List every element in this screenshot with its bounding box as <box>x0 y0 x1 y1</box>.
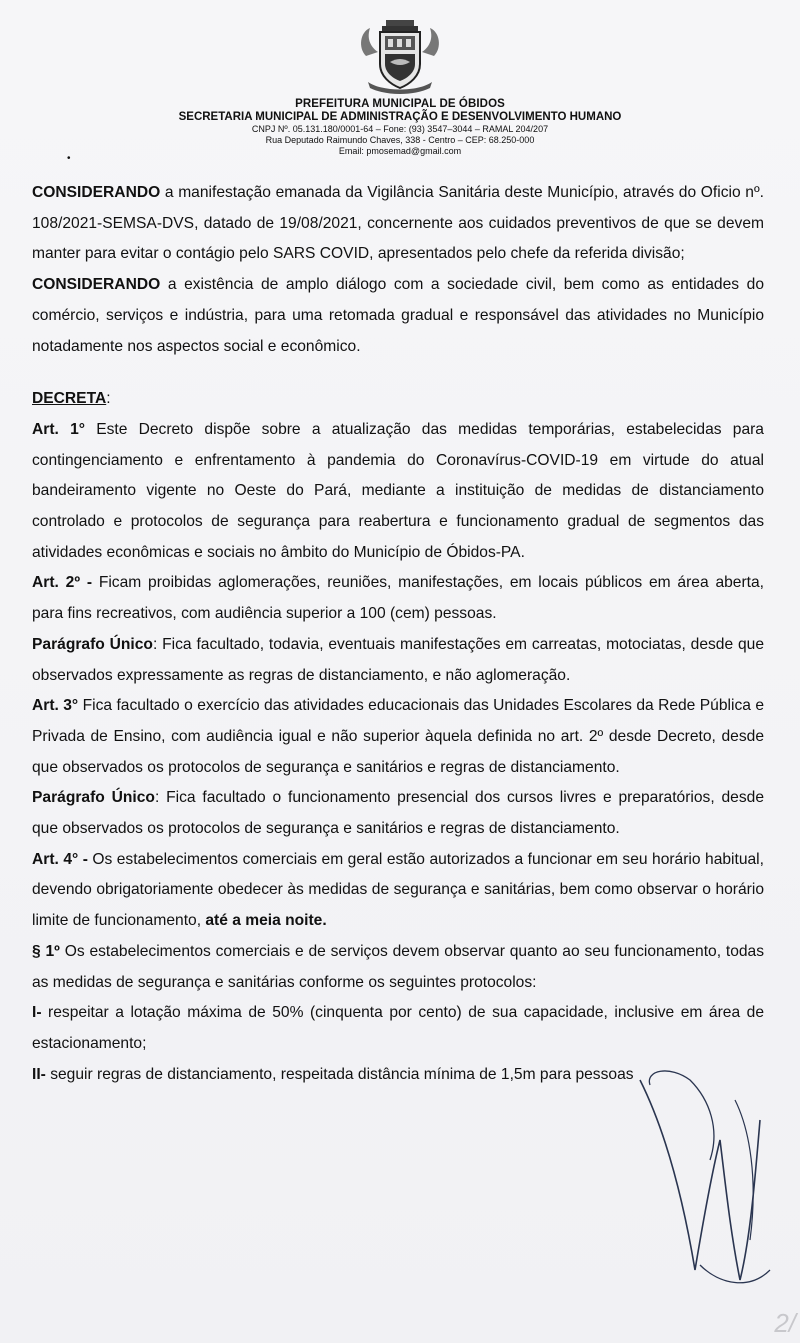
considerando-label: CONSIDERANDO <box>32 184 161 201</box>
paragraph-considerando-1 <box>32 178 764 270</box>
header-email: Email: pmosemad@gmail.com <box>338 146 462 156</box>
article-label: Art. 3° <box>32 697 79 715</box>
signature-icon <box>600 1060 790 1300</box>
item-i <box>32 998 764 1059</box>
paragraph-text: a manifestação emanada da Vigilância Sanitária deste Município, através do Oficio nº. 108/2021-SEMSA-DVS, datado de 19/08/2021, concernente aos cuidados preventivos de que se devem manter para evitar o contágio pelo SARS COVID, apresentados pelo chefe da referida divisão; <box>32 184 764 263</box>
paragraph-text: Este Decreto dispõe sobre a atualização das medidas temporárias, estabelecidas para contingenciamento e enfrentamento à pandemia do Coronavírus-COVID-19 em virtude do atual bandeiramento vigente no Oeste do Pará, mediante a instituição de medidas de distanciamento controlado e protocolos de segurança para reabertura e funcionamento gradual de segmentos das atividades econômicas e sociais no âmbito do Município de Óbidos-PA. <box>32 420 764 561</box>
paragraph-text: respeitar a lotação máxima de 50% (cinquenta por cento) de sua capacidade, inclusive em área de estacionamento; <box>32 1004 764 1052</box>
article-2 <box>32 568 764 629</box>
section-1 <box>32 937 764 998</box>
paragraph-considerando-2 <box>32 270 764 362</box>
paragrafo-label: Parágrafo Único <box>32 635 153 653</box>
coat-of-arms-icon <box>352 18 448 94</box>
paragraph-text: : Fica facultado, todavia, eventuais manifestações em carreatas, motociatas, desde que observados expressamente as regras de distanciamento, e não aglomeração. <box>32 635 764 684</box>
time-limit-text: até a meia noite. <box>205 912 327 930</box>
paragraph-text: seguir regras de distanciamento, respeitada distância mínima de 1,5m para pessoas <box>45 1065 634 1083</box>
paragraph-text: Os estabelecimentos comerciais em geral estão autorizados a funcionar em seu horário habitual, devendo obrigatoriamente obedecer às medidas de segurança e sanitárias, bem como observar o horário limite de funcionamento, <box>32 850 764 930</box>
paragraph-text: a existência de amplo diálogo com a sociedade civil, bem como as entidades do comércio, serviços e indústria, para uma retomada gradual e responsável das atividades no Município notadamente nos aspectos social e econômico. <box>32 276 764 355</box>
header-line-1: PREFEITURA MUNICIPAL DE ÓBIDOS <box>295 98 505 110</box>
item-label: I- <box>32 1004 42 1022</box>
letterhead <box>0 18 800 157</box>
paragraph-text: : Fica facultado o funcionamento presencial dos cursos livres e preparatórios, desde que observados os protocolos de segurança e sanitários e regras de distanciamento. <box>32 789 764 838</box>
header-cnpj: CNPJ Nº. 05.131.180/0001-64 – Fone: (93) 3547–3044 – RAMAL 204/207 <box>251 124 549 134</box>
paragraph-text: Fica facultado o exercício das atividades educacionais das Unidades Escolares da Rede Pública e Privada de Ensino, com audiência igual e não superior àquela definida no art. 2º desde Decreto, desde que observados os protocolos de segurança e sanitários e regras de distanciamento. <box>32 697 764 776</box>
paragrafo-unico-2 <box>32 783 764 844</box>
article-3 <box>32 691 764 783</box>
paragraph-text: Os estabelecimentos comerciais e de serviços devem observar quanto ao seu funcionamento, todas as medidas de segurança e sanitárias conforme os seguintes protocolos: <box>32 942 765 991</box>
section-label: § 1º <box>32 942 60 960</box>
article-4 <box>32 845 764 937</box>
header-address: Rua Deputado Raimundo Chaves, 338 - Centro – CEP: 68.250-000 <box>265 135 535 145</box>
header-line-2: SECRETARIA MUNICIPAL DE ADMINISTRAÇÃO E DESENVOLVIMENTO HUMANO <box>178 111 622 123</box>
paragraph-text: Ficam proibidas aglomerações, reuniões, manifestações, em locais públicos em área aberta, para fins recreativos, com audiência superior a 100 (cem) pessoas. <box>32 574 764 623</box>
stray-dot: • <box>67 153 71 164</box>
paragrafo-label: Parágrafo Único <box>32 789 155 807</box>
article-1 <box>32 415 764 569</box>
item-label: II- <box>32 1065 46 1083</box>
decree-body <box>32 178 764 1090</box>
page-number: 2/ <box>774 1308 796 1338</box>
decreta-heading: DECRETA: <box>32 390 111 408</box>
paragrafo-unico-1 <box>32 630 764 691</box>
article-label: Art. 4° - <box>32 850 88 868</box>
decreta-label: DECRETA <box>32 390 107 408</box>
article-label: Art. 2º - <box>32 574 93 592</box>
considerando-label: CONSIDERANDO <box>32 276 161 294</box>
article-label: Art. 1° <box>32 420 85 438</box>
